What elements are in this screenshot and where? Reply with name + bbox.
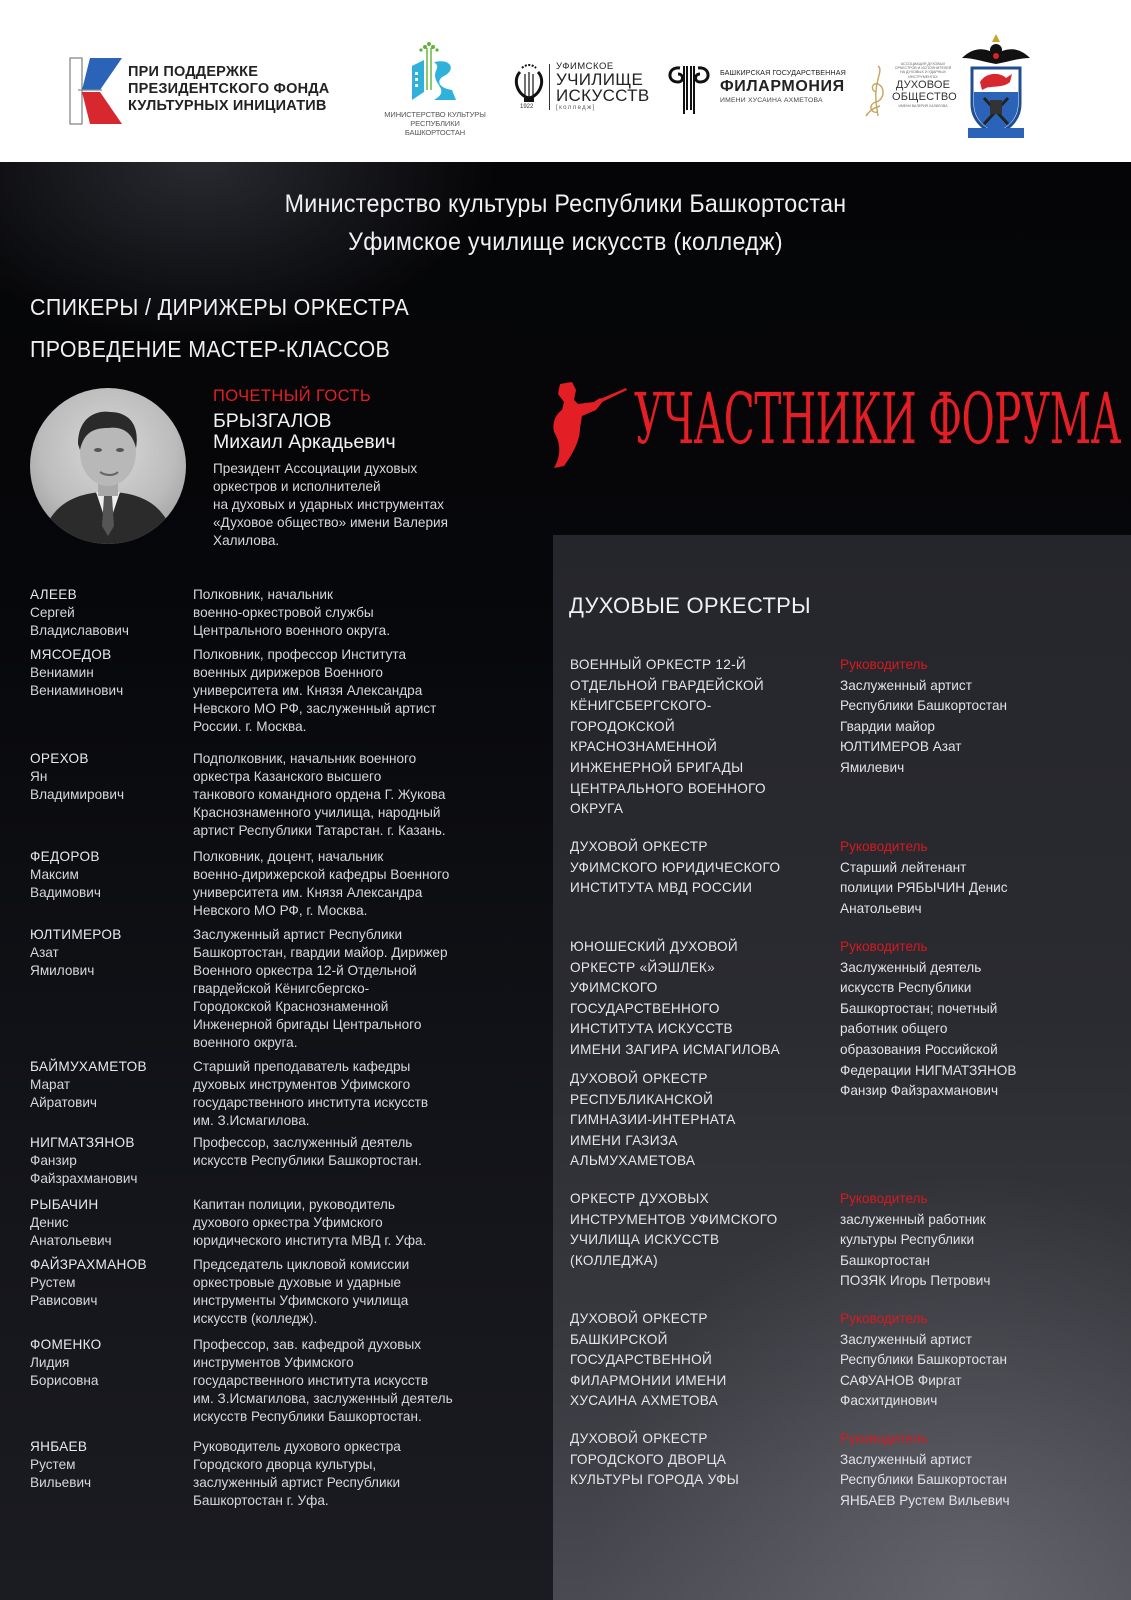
honorary-guest-description — [213, 460, 533, 550]
speaker-name — [30, 586, 193, 640]
ministry-caption-line: РЕСПУБЛИКИ БАШКОРТОСТАН — [404, 119, 466, 137]
leader-line: Республики Башкортостан — [840, 698, 1008, 714]
wind-orchestras-title: ДУХОВЫЕ ОРКЕСТРЫ — [569, 593, 811, 618]
speaker-desc-line: Капитан полиции, руководитель — [193, 1197, 395, 1212]
orchestra-name-line: ГОСУДАРСТВЕННОЙ — [570, 1352, 713, 1368]
speaker-given-name: Ян — [30, 769, 48, 784]
speaker-description — [193, 926, 528, 1052]
orchestra-leader — [840, 1189, 1110, 1292]
orchestra-name-line: ДУХОВОЙ ОРКЕСТР — [570, 1431, 708, 1446]
speaker-description — [193, 848, 528, 920]
speaker-surname: РЫБАЧИН — [30, 1197, 99, 1212]
orchestra-leader — [840, 1309, 1110, 1412]
speaker-surname: ФАЙЗРАХМАНОВ — [30, 1257, 147, 1272]
speaker-given-name: Анатольевич — [30, 1233, 112, 1248]
leader-line: ЮЛТИМЕРОВ Азат — [840, 739, 962, 755]
speaker-desc-line: искусств Республики Башкортостан. — [193, 1409, 422, 1424]
leader-line: Анатольевич — [840, 900, 922, 916]
speaker-name — [30, 848, 193, 920]
speaker-desc-line: университета им. Князя Александра — [193, 885, 423, 900]
ministry-caption-line: МИНИСТЕРСТВО КУЛЬТУРЫ — [384, 110, 486, 119]
speaker-desc-line: Городского дворца культуры, — [193, 1457, 377, 1472]
speaker-given-name: Владимирович — [30, 787, 125, 802]
speaker-given-name: Ямилович — [30, 963, 95, 978]
ministry-logo — [380, 40, 490, 137]
orchestra-name-line: ДУХОВОЙ ОРКЕСТР — [570, 839, 708, 854]
orchestra-name-line: ГОСУДАРСТВЕННОГО — [570, 1000, 720, 1016]
philharmonic-line: ФИЛАРМОНИЯ — [720, 78, 845, 95]
speaker-given-name: Марат — [30, 1077, 71, 1092]
speaker-desc-line: инструменты Уфимского училища — [193, 1293, 409, 1308]
speaker-desc-line: Городокской Краснознаменной — [193, 999, 389, 1014]
speaker-desc-line: России. г. Москва. — [193, 719, 307, 734]
leader-line: Башкортостан; почетный — [840, 1000, 998, 1016]
speaker-row — [30, 1196, 530, 1250]
orchestra-name-line: ФИЛАРМОНИИ ИМЕНИ — [570, 1372, 727, 1388]
speaker-given-name: Айратович — [30, 1095, 98, 1110]
speaker-description — [193, 1134, 528, 1188]
speaker-given-name: Файзрахманович — [30, 1171, 138, 1186]
speaker-given-name: Денис — [30, 1215, 69, 1230]
ministry-tree-logo-icon — [380, 40, 490, 108]
leader-role-label: Руководитель — [840, 839, 928, 854]
honorary-guest-name — [213, 411, 396, 453]
speaker-row — [30, 646, 530, 736]
speaker-desc-line: оркестровые духовые и ударные — [193, 1275, 402, 1290]
speaker-desc-line: искусств (колледж). — [193, 1311, 318, 1326]
leader-line: Республики Башкортостан — [840, 1472, 1008, 1488]
speaker-description — [193, 750, 528, 840]
speaker-desc-line: духового оркестра Уфимского — [193, 1215, 383, 1230]
speaker-given-name: Борисовна — [30, 1373, 99, 1388]
leader-role-label: Руководитель — [840, 1431, 928, 1446]
speaker-name — [30, 750, 193, 840]
philharmonic-line: ИМЕНИ ХУСАИНА АХМЕТОВА — [720, 97, 823, 104]
orchestra-name-line: ГИМНАЗИИ-ИНТЕРНАТА — [570, 1112, 736, 1128]
speaker-desc-line: Старший преподаватель кафедры — [193, 1059, 411, 1074]
orchestra-leader — [840, 655, 1110, 779]
speaker-desc-line: духовых инструментов Уфимского — [193, 1077, 411, 1092]
orchestra-name-line: БАШКИРСКОЙ — [570, 1331, 668, 1347]
speaker-description — [193, 1438, 528, 1510]
orchestra-name-line: ГОРОДСКОГО ДВОРЦА — [570, 1451, 727, 1467]
leader-line: Заслуженный артист — [840, 1451, 972, 1467]
speaker-name — [30, 1058, 193, 1130]
leader-line: образования Российской — [840, 1041, 998, 1057]
speaker-desc-line: Подполковник, начальник военного — [193, 751, 417, 766]
leader-line: Башкортостан — [840, 1252, 930, 1268]
leader-line: Фанзир Файзрахманович — [840, 1083, 999, 1099]
orchestra-name — [570, 655, 830, 820]
leader-line: Заслуженный деятель — [840, 959, 982, 975]
speaker-surname: ЯНБАЕВ — [30, 1439, 88, 1454]
speaker-desc-line: Профессор, зав. кафедрой духовых — [193, 1337, 422, 1352]
speaker-description — [193, 1058, 528, 1130]
orchestra-name-line: ОРКЕСТР «ЙЭШЛЕК» — [570, 959, 715, 975]
orchestra-name-line: ДУХОВОЙ ОРКЕСТР — [570, 1311, 708, 1326]
speakers-list — [30, 580, 530, 1510]
speaker-desc-line: танкового командного ордена Г. Жукова — [193, 787, 446, 802]
orchestra-name-line: РЕСПУБЛИКАНСКОЙ — [570, 1091, 714, 1107]
orchestra-name — [570, 1189, 830, 1271]
leader-line: Фасхитдинович — [840, 1393, 938, 1409]
speaker-desc-line: юридического института МВД г. Уфа. — [193, 1233, 427, 1248]
speaker-given-name: Максим — [30, 867, 79, 882]
orchestra-name-line: ХУСАИНА АХМЕТОВА — [570, 1393, 718, 1409]
orchestra-name-line: ИМЕНИ ЗАГИРА ИСМАГИЛОВА — [570, 1041, 780, 1057]
speaker-desc-line: Полковник, профессор Института — [193, 647, 407, 662]
wind-orchestras-panel — [553, 535, 1131, 1600]
wind-society-line: ОБЩЕСТВО — [892, 90, 957, 103]
orchestra-name-line: ГОРОДОКСКОЙ — [570, 718, 675, 734]
leader-role-label: Руководитель — [840, 939, 928, 954]
school-year: 1922 — [520, 104, 534, 110]
speaker-given-name: Азат — [30, 945, 59, 960]
lyre-logo-icon — [514, 62, 544, 116]
guest-surname: БРЫЗГАЛОВ — [213, 410, 332, 432]
pfki-k-logo-icon — [68, 56, 124, 126]
person-portrait-icon — [30, 388, 186, 544]
pfki-logo-text — [128, 64, 329, 115]
speaker-desc-line: государственного института искусств — [193, 1373, 429, 1388]
orchestra-name-line: КРАСНОЗНАМЕННОЙ — [570, 739, 718, 755]
pfki-line: ПРЕЗИДЕНТСКОГО ФОНДА — [128, 81, 330, 97]
leader-line: полиции РЯБЫЧИН Денис — [840, 880, 1008, 896]
orchestra-name-line: ОРКЕСТР ДУХОВЫХ — [570, 1191, 709, 1206]
orchestra-name-line: ЦЕНТРАЛЬНОГО ВОЕННОГО — [570, 780, 766, 796]
speaker-desc-line: Центрального военного округа. — [193, 623, 391, 638]
leader-role-label: Руководитель — [840, 1191, 928, 1206]
speaker-name — [30, 1256, 193, 1328]
guest-desc-line: оркестров и исполнителей — [213, 479, 381, 494]
orchestra-leader — [840, 837, 1110, 919]
speaker-row — [30, 926, 530, 1052]
speaker-desc-line: университета им. Князя Александра — [193, 683, 423, 698]
speakers-section-title: СПИКЕРЫ / ДИРИЖЕРЫ ОРКЕСТРА — [30, 294, 410, 320]
speaker-given-name: Рависович — [30, 1293, 98, 1308]
speaker-desc-line: военно-дирижерской кафедры Военного — [193, 867, 450, 882]
speaker-description — [193, 586, 528, 640]
leader-line: искусств Республики — [840, 980, 972, 996]
speaker-given-name: Вениамин — [30, 665, 94, 680]
speaker-row — [30, 1438, 530, 1510]
orchestra-name-line: ИМЕНИ ГАЗИЗА — [570, 1132, 678, 1148]
speaker-desc-line: инструментов Уфимского — [193, 1355, 354, 1370]
guest-desc-line: Халилова. — [213, 533, 280, 548]
forum-title: УЧАСТНИКИ ФОРУМА — [634, 378, 1121, 460]
philharmonic-logo-icon — [664, 60, 714, 116]
speaker-surname: БАЙМУХАМЕТОВ — [30, 1059, 147, 1074]
leader-line: Федерации НИГМАТЗЯНОВ — [840, 1062, 1017, 1078]
guest-desc-line: «Духовое общество» имени Валерия — [213, 515, 448, 530]
speaker-desc-line: им. З.Исмагилова, заслуженный деятель — [193, 1391, 453, 1406]
logo-divider — [549, 64, 550, 110]
speaker-desc-line: гвардейской Кёнигсбергско- — [193, 981, 370, 996]
speaker-desc-line: заслуженный артист Республики — [193, 1475, 401, 1490]
orchestra-name-line: ОКРУГА — [570, 801, 624, 817]
speaker-surname: ФОМЕНКО — [30, 1337, 102, 1352]
orchestra-leader — [840, 937, 1110, 1102]
speaker-description — [193, 1336, 528, 1426]
speaker-desc-line: Руководитель духового оркестра — [193, 1439, 401, 1454]
speaker-description — [193, 1196, 528, 1250]
guest-desc-line: Президент Ассоциации духовых — [213, 461, 418, 476]
speaker-surname: ЮЛТИМЕРОВ — [30, 927, 122, 942]
speaker-given-name: Рустем — [30, 1275, 76, 1290]
philharmonic-line: БАШКИРСКАЯ ГОСУДАРСТВЕННАЯ — [720, 68, 846, 77]
speaker-row — [30, 1058, 530, 1130]
orchestra-name — [570, 1069, 830, 1172]
orchestra-name-line: УФИМСКОГО ЮРИДИЧЕСКОГО — [570, 859, 781, 875]
leader-role-label: Руководитель — [840, 657, 928, 672]
speaker-name — [30, 646, 193, 736]
speaker-desc-line: артист Республики Татарстан. г. Казань. — [193, 823, 446, 838]
leader-line: Республики Башкортостан — [840, 1352, 1008, 1368]
speaker-desc-line: Инженерной бригады Центрального — [193, 1017, 422, 1032]
wind-society-line: ИМЕНИ ВАЛЕРИЯ ХАЛИЛОВА — [898, 103, 948, 108]
guest-desc-line: на духовых и ударных инструментах — [213, 497, 444, 512]
speaker-given-name: Лидия — [30, 1355, 70, 1370]
speaker-desc-line: Полковник, начальник — [193, 587, 333, 602]
speaker-surname: НИГМАТЗЯНОВ — [30, 1135, 135, 1150]
orchestra-name-line: ВОЕННЫЙ ОРКЕСТР 12-Й — [570, 657, 747, 672]
orchestra-name-line: ДУХОВОЙ ОРКЕСТР — [570, 1071, 708, 1086]
treble-clef-horn-logo-icon — [864, 62, 890, 118]
ministry-heading: Министерство культуры Республики Башкортостан — [284, 190, 847, 218]
forum-participants-banner — [550, 372, 1121, 478]
leader-line: САФУАНОВ Фиргат — [840, 1372, 962, 1388]
speaker-name — [30, 1196, 193, 1250]
orchestra-name-line: КУЛЬТУРЫ ГОРОДА УФЫ — [570, 1472, 740, 1488]
speaker-desc-line: Невского МО РФ, г. Москва. — [193, 903, 368, 918]
speaker-desc-line: военно-оркестровой службы — [193, 605, 374, 620]
school-line: [колледж] — [556, 105, 596, 111]
speaker-given-name: Владиславович — [30, 623, 129, 638]
leader-line: заслуженный работник — [840, 1211, 986, 1227]
speaker-desc-line: Военного оркестра 12-й Отдельной — [193, 963, 417, 978]
partner-logo-bar — [0, 0, 1131, 162]
speaker-description — [193, 1256, 528, 1328]
speaker-name — [30, 1336, 193, 1426]
speaker-desc-line: Невского МО РФ, заслуженный артист — [193, 701, 437, 716]
poster-main — [0, 162, 1131, 1600]
orchestra-name-line: ИНСТРУМЕНТОВ УФИМСКОГО — [570, 1211, 778, 1227]
orchestra-name-line: ИНСТИТУТА МВД РОССИИ — [570, 880, 753, 896]
speaker-desc-line: военных дирижеров Военного — [193, 665, 383, 680]
orchestra-name-line: УЧИЛИЩА ИСКУССТВ — [570, 1232, 720, 1248]
leader-line: Ямилевич — [840, 759, 905, 775]
speaker-surname: ФЕДОРОВ — [30, 849, 100, 864]
leader-line: Заслуженный артист — [840, 677, 972, 693]
speaker-name — [30, 1134, 193, 1188]
speaker-name — [30, 926, 193, 1052]
speaker-desc-line: Краснознаменного училища, народный — [193, 805, 441, 820]
pfki-line: КУЛЬТУРНЫХ ИНИЦИАТИВ — [128, 98, 327, 114]
orchestra-name-line: ИНСТИТУТА ИСКУССТВ — [570, 1021, 733, 1037]
speaker-row — [30, 1134, 530, 1188]
orchestra-name-line: УФИМСКОГО — [570, 980, 658, 996]
speaker-desc-line: Полковник, доцент, начальник — [193, 849, 384, 864]
speaker-desc-line: Башкортостан, гвардии майор. Дирижер — [193, 945, 448, 960]
leader-line: ЯНБАЕВ Рустем Вильевич — [840, 1492, 1010, 1508]
orchestra-name-line: ИНЖЕНЕРНОЙ БРИГАДЫ — [570, 759, 744, 775]
guest-given-name: Михаил Аркадьевич — [213, 431, 396, 453]
speaker-surname: АЛЕЕВ — [30, 587, 77, 602]
speaker-given-name: Сергей — [30, 605, 75, 620]
school-line: УЧИЛИЩЕ — [556, 70, 644, 89]
orchestra-name-line: ОТДЕЛЬНОЙ ГВАРДЕЙСКОЙ — [570, 677, 764, 693]
orchestra-name-line: (КОЛЛЕДЖА) — [570, 1252, 658, 1268]
orchestra-leader — [840, 1429, 1110, 1511]
wind-society-line: АССОЦИАЦИЯ ДУХОВЫХ ОРКЕСТРОВ И ИСПОЛНИТЕЛЕЙ НА ДУХОВЫХ И УДАРНЫХ ИНСТРУМЕНТАХ — [894, 62, 952, 79]
coat-of-arms-emblem-icon — [960, 28, 1032, 140]
leader-line: Гвардии майор — [840, 718, 935, 734]
speaker-row — [30, 848, 530, 920]
speaker-name — [30, 1438, 193, 1510]
speaker-given-name: Вениаминович — [30, 683, 124, 698]
speaker-given-name: Фанзир — [30, 1153, 77, 1168]
speaker-row — [30, 1336, 530, 1426]
orchestra-name — [570, 1429, 830, 1491]
speaker-row — [30, 1256, 530, 1328]
speaker-desc-line: Башкортостан г. Уфа. — [193, 1493, 329, 1508]
conductor-silhouette-icon — [550, 380, 628, 470]
school-line: ИСКУССТВ — [556, 86, 650, 105]
school-heading: Уфимское училище искусств (колледж) — [348, 228, 783, 256]
leader-line: работник общего — [840, 1021, 948, 1037]
orchestra-name-line: ЮНОШЕСКИЙ ДУХОВОЙ — [570, 939, 738, 954]
speaker-row — [30, 750, 530, 840]
speaker-desc-line: Заслуженный артист Республики — [193, 927, 403, 942]
orchestra-name — [570, 837, 830, 899]
speaker-surname: ОРЕХОВ — [30, 751, 89, 766]
speaker-given-name: Вильевич — [30, 1475, 92, 1490]
guest-portrait-photo — [30, 388, 186, 544]
masterclass-section-title: ПРОВЕДЕНИЕ МАСТЕР-КЛАССОВ — [30, 336, 391, 362]
leader-role-label: Руководитель — [840, 1311, 928, 1326]
speaker-desc-line: искусств Республики Башкортостан. — [193, 1153, 422, 1168]
orchestra-name — [570, 937, 830, 1061]
speaker-desc-line: военного округа. — [193, 1035, 298, 1050]
leader-line: Старший лейтенант — [840, 859, 967, 875]
speaker-description — [193, 646, 528, 736]
speaker-desc-line: оркестра Казанского высшего — [193, 769, 382, 784]
leader-line: Заслуженный артист — [840, 1331, 972, 1347]
wind-society-line: ДУХОВОЕ — [895, 78, 951, 91]
speaker-surname: МЯСОЕДОВ — [30, 647, 112, 662]
orchestra-name-line: АЛЬМУХАМЕТОВА — [570, 1153, 696, 1169]
orchestra-name — [570, 1309, 830, 1412]
speaker-desc-line: Председатель цикловой комиссии — [193, 1257, 410, 1272]
speaker-given-name: Вадимович — [30, 885, 101, 900]
speaker-desc-line: им. З.Исмагилова. — [193, 1113, 310, 1128]
school-line: УФИМСКОЕ — [556, 61, 614, 72]
leader-line: ПОЗЯК Игорь Петрович — [840, 1273, 991, 1289]
speaker-row — [30, 586, 530, 640]
speaker-desc-line: Профессор, заслуженный деятель — [193, 1135, 413, 1150]
speaker-given-name: Рустем — [30, 1457, 76, 1472]
speaker-desc-line: государственного института искусств — [193, 1095, 429, 1110]
pfki-line: ПРИ ПОДДЕРЖКЕ — [128, 64, 259, 80]
orchestra-name-line: КЁНИГСБЕРГСКОГО- — [570, 698, 712, 714]
honorary-guest-label: ПОЧЕТНЫЙ ГОСТЬ — [213, 387, 372, 405]
leader-line: культуры Республики — [840, 1232, 975, 1248]
